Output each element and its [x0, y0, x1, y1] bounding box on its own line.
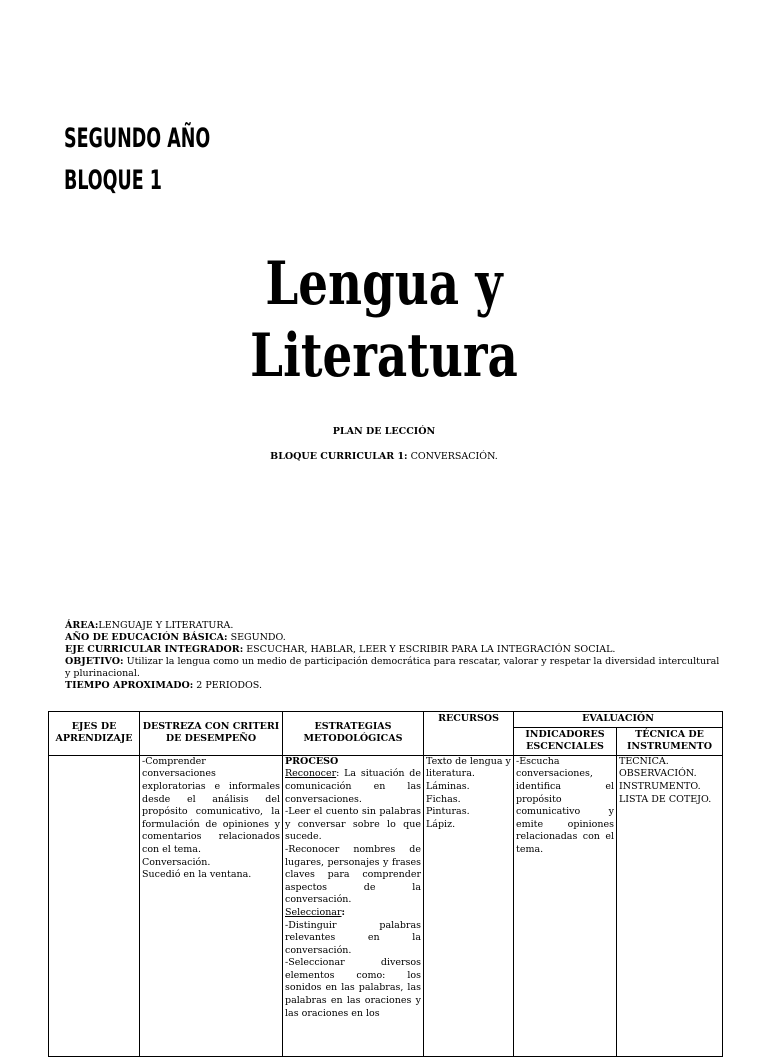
strategy-item: -Reconocer nombres de lugares, personajes y frases claves para comprender aspectos de la conversación. [285, 843, 421, 906]
destreza-topic: Conversación. [142, 856, 211, 868]
technique-item: INSTRUMENTO. [619, 780, 701, 792]
cell-tecnica [617, 755, 723, 1056]
document-title [0, 248, 768, 392]
grade-label: SEGUNDO AÑO [64, 123, 211, 154]
grade-heading [64, 118, 210, 202]
destreza-text: -Comprender conversaciones exploratorias e informales desde el análisis del propósito comunicativo, la formulación de opiniones y comentarios relacionados con el tema. [142, 755, 280, 855]
lesson-plan-table [48, 711, 723, 1057]
resource-item: Texto de lengua y literatura. [426, 755, 511, 780]
reconocer-step: Reconocer: La situación de comunicación en las conversaciones. [285, 768, 421, 805]
resource-item: Fichas. [426, 793, 461, 805]
curricular-block [0, 451, 768, 463]
table-header-row [49, 712, 723, 728]
strategy-item: -Seleccionar diversos elementos como: los sonidos en las palabras, las palabras en las oraciones y las oraciones en los [285, 957, 421, 1019]
time-line: TIEMPO APROXIMADO: 2 PERIODOS. [65, 680, 262, 691]
title-line-1: Lengua y [265, 249, 503, 319]
strategy-item: -Distinguir palabras relevantes en la conversación. [285, 919, 421, 956]
header-recursos: RECURSOS [424, 712, 514, 756]
resource-item: Lápiz. [426, 818, 456, 830]
year-line: AÑO DE EDUCACIÓN BÁSICA: SEGUNDO. [65, 632, 286, 643]
strategy-item: -Leer el cuento sin palabras y conversar sobre lo que sucede. [285, 806, 421, 843]
proceso-label: PROCESO [285, 755, 339, 767]
lesson-info [65, 620, 725, 692]
header-tecnica: TÉCNICA DE INSTRUMENTO [617, 727, 723, 755]
curricular-block-value: CONVERSACIÓN. [410, 451, 498, 462]
title-line-2: Literatura [250, 321, 518, 391]
header-estrategias: ESTRATEGIAS METODOLÓGICAS [283, 712, 424, 756]
destreza-story: Sucedió en la ventana. [142, 869, 252, 881]
resource-item: Láminas. [426, 780, 470, 792]
block-label: BLOQUE 1 [64, 165, 162, 196]
cell-recursos [424, 755, 514, 1056]
axis-line: EJE CURRICULAR INTEGRADOR: ESCUCHAR, HABLAR, LEER Y ESCRIBIR PARA LA INTEGRACIÓN SOCIAL. [65, 644, 616, 655]
header-indicadores: INDICADORES ESCENCIALES [514, 727, 617, 755]
area-line: ÁREA:LENGUAJE Y LITERATURA. [65, 620, 234, 631]
header-evaluacion: EVALUACIÓN [514, 712, 723, 728]
header-destreza: DESTREZA CON CRITERI DE DESEMPEÑO [140, 712, 283, 756]
table-row [49, 755, 723, 1056]
cell-estrategias [283, 755, 424, 1056]
cell-ejes [49, 755, 140, 1056]
cell-destreza [140, 755, 283, 1056]
resource-item: Pinturas. [426, 806, 470, 818]
technique-item: LISTA DE COTEJO. [619, 793, 712, 805]
seleccionar-step: Seleccionar: [285, 906, 346, 918]
plan-label: PLAN DE LECCIÓN [332, 426, 436, 437]
header-ejes: EJES DE APRENDIZAJE [49, 712, 140, 756]
technique-item: TECNICA. [619, 755, 669, 767]
curricular-block-label: BLOQUE CURRICULAR 1: [270, 451, 408, 462]
objective-line: OBJETIVO: Utilizar la lengua como un medio de participación democrática para rescatar, valorar y respetar la diversidad intercultural y plurinacional. [65, 656, 720, 679]
technique-item: OBSERVACIÓN. [619, 768, 697, 780]
cell-indicadores: -Escucha conversaciones, identifica el propósito comunicativo y emite opiniones relacionadas con el tema. [514, 755, 617, 1056]
